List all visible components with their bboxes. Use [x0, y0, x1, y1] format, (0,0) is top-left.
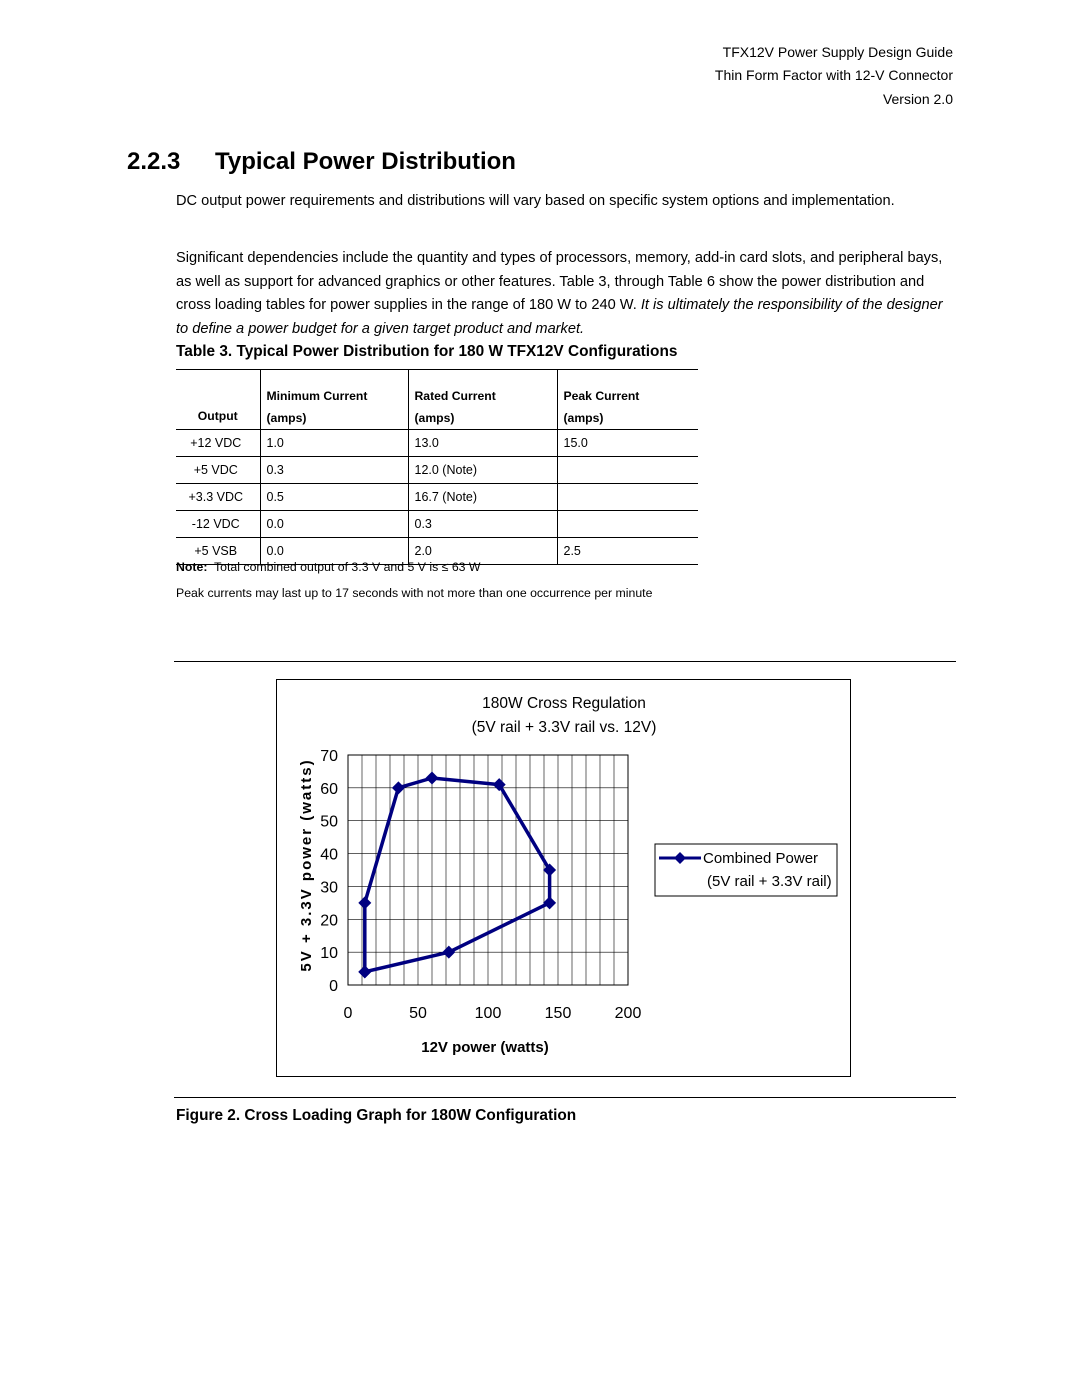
power-distribution-table — [176, 369, 698, 565]
x-tick-label: 100 — [474, 1005, 502, 1022]
table-note — [176, 560, 481, 574]
paragraph-dependencies — [176, 247, 946, 341]
doc-subtitle-header: Thin Form Factor with 12-V Connector — [714, 67, 953, 83]
chart-legend — [655, 844, 837, 896]
chart-title: 180W Cross Regulation — [482, 695, 646, 712]
cell-min: 0.0 — [260, 538, 408, 565]
cell-peak — [557, 484, 698, 511]
x-tick-label: 200 — [614, 1005, 642, 1022]
data-point — [543, 896, 556, 909]
peak-note: Peak currents may last up to 17 seconds with not more than one occurrence per minute — [176, 586, 653, 600]
paragraph-dependencies-italic: It is ultimately the responsibility of the designer to define a power budget for a given target product and market. — [176, 297, 943, 337]
cell-min: 0.5 — [260, 484, 408, 511]
y-tick-label: 10 — [320, 945, 338, 963]
cell-min: 0.0 — [260, 511, 408, 538]
paragraph-intro: DC output power requirements and distributions will vary based on specific system options and implementation. — [176, 193, 895, 209]
x-tick-label: 0 — [343, 1005, 353, 1022]
cell-output: +3.3 VDC — [176, 484, 260, 511]
header-rated-line1: Rated Current — [414, 389, 496, 403]
figure-caption: Figure 2. Cross Loading Graph for 180W Configuration — [176, 1107, 577, 1124]
legend-label-line2: (5V rail + 3.3V rail) — [707, 873, 832, 890]
y-tick-label: 50 — [320, 813, 338, 831]
cell-peak: 15.0 — [557, 430, 698, 457]
y-tick-label: 40 — [320, 846, 338, 864]
chart-x-axis-label: 12V power (watts) — [421, 1039, 549, 1056]
header-peak-current — [557, 370, 698, 430]
header-rated-line2: (amps) — [414, 411, 455, 425]
header-minimum-current — [260, 370, 408, 430]
chart-y-axis-label: 5V + 3.3V power (watts) — [298, 758, 315, 972]
cell-rated: 13.0 — [408, 430, 557, 457]
cell-rated: 16.7 (Note) — [408, 484, 557, 511]
y-tick-label: 30 — [320, 879, 338, 897]
chart-x-tick-labels — [344, 1005, 642, 1022]
y-tick-label: 60 — [320, 780, 338, 798]
cell-peak — [557, 511, 698, 538]
table-row — [176, 511, 698, 538]
cell-output: +5 VDC — [176, 457, 260, 484]
table-row — [176, 430, 698, 457]
header-peak-line2: (amps) — [563, 411, 604, 425]
chart-subtitle: (5V rail + 3.3V rail vs. 12V) — [471, 719, 657, 736]
section-number: 2.2.3 — [127, 148, 181, 175]
series-line — [365, 778, 550, 972]
header-min-line2: (amps) — [266, 411, 307, 425]
cell-rated: 12.0 (Note) — [408, 457, 557, 484]
table-row — [176, 484, 698, 511]
cell-output: +5 VSB — [176, 538, 260, 565]
table-row — [176, 457, 698, 484]
cell-peak: 2.5 — [557, 538, 698, 565]
y-tick-label: 20 — [320, 912, 338, 930]
cell-output: -12 VDC — [176, 511, 260, 538]
paragraph-dependencies-text: Significant dependencies include the quantity and types of processors, memory, add-in card slots, and peripheral bays, as well as support for advanced graphics or other features. Table 3, through Table 6 show the power distribution and cross loading tables for power supplies in the range of 180 W to 240 W. — [176, 250, 943, 314]
data-point — [358, 896, 371, 909]
section-title: Typical Power Distribution — [215, 148, 516, 175]
x-tick-label: 50 — [409, 1005, 427, 1022]
y-tick-label: 0 — [329, 978, 338, 995]
note-label: Note: — [176, 560, 208, 574]
header-peak-line1: Peak Current — [563, 389, 640, 403]
table-title: Table 3. Typical Power Distribution for 180 W TFX12V Configurations — [176, 343, 678, 360]
cell-rated: 2.0 — [408, 538, 557, 565]
divider-bottom — [174, 1097, 956, 1098]
section-heading — [127, 148, 516, 176]
header-min-line1: Minimum Current — [266, 389, 368, 403]
chart-y-tick-labels — [320, 748, 338, 995]
cell-peak — [557, 457, 698, 484]
cell-min: 1.0 — [260, 430, 408, 457]
header-rated-current — [408, 370, 557, 430]
chart-grid — [348, 755, 628, 985]
cross-regulation-chart — [277, 680, 850, 1076]
x-tick-label: 150 — [544, 1005, 572, 1022]
chart-series — [358, 772, 556, 979]
cell-rated: 0.3 — [408, 511, 557, 538]
header-output: Output — [176, 370, 260, 430]
data-point — [392, 781, 405, 794]
legend-label: Combined Power — [703, 850, 819, 867]
y-tick-label: 70 — [320, 748, 338, 765]
data-point — [426, 772, 439, 785]
data-point — [358, 965, 371, 978]
doc-version-header: Version 2.0 — [882, 91, 953, 107]
note-text: Total combined output of 3.3 V and 5 V is ≤ 63 W — [207, 560, 481, 574]
divider-top — [174, 661, 956, 662]
table-header-row — [176, 370, 698, 430]
cell-output: +12 VDC — [176, 430, 260, 457]
cell-min: 0.3 — [260, 457, 408, 484]
cross-regulation-chart-frame — [276, 679, 851, 1077]
data-point — [442, 946, 455, 959]
doc-title-header: TFX12V Power Supply Design Guide — [722, 44, 953, 60]
